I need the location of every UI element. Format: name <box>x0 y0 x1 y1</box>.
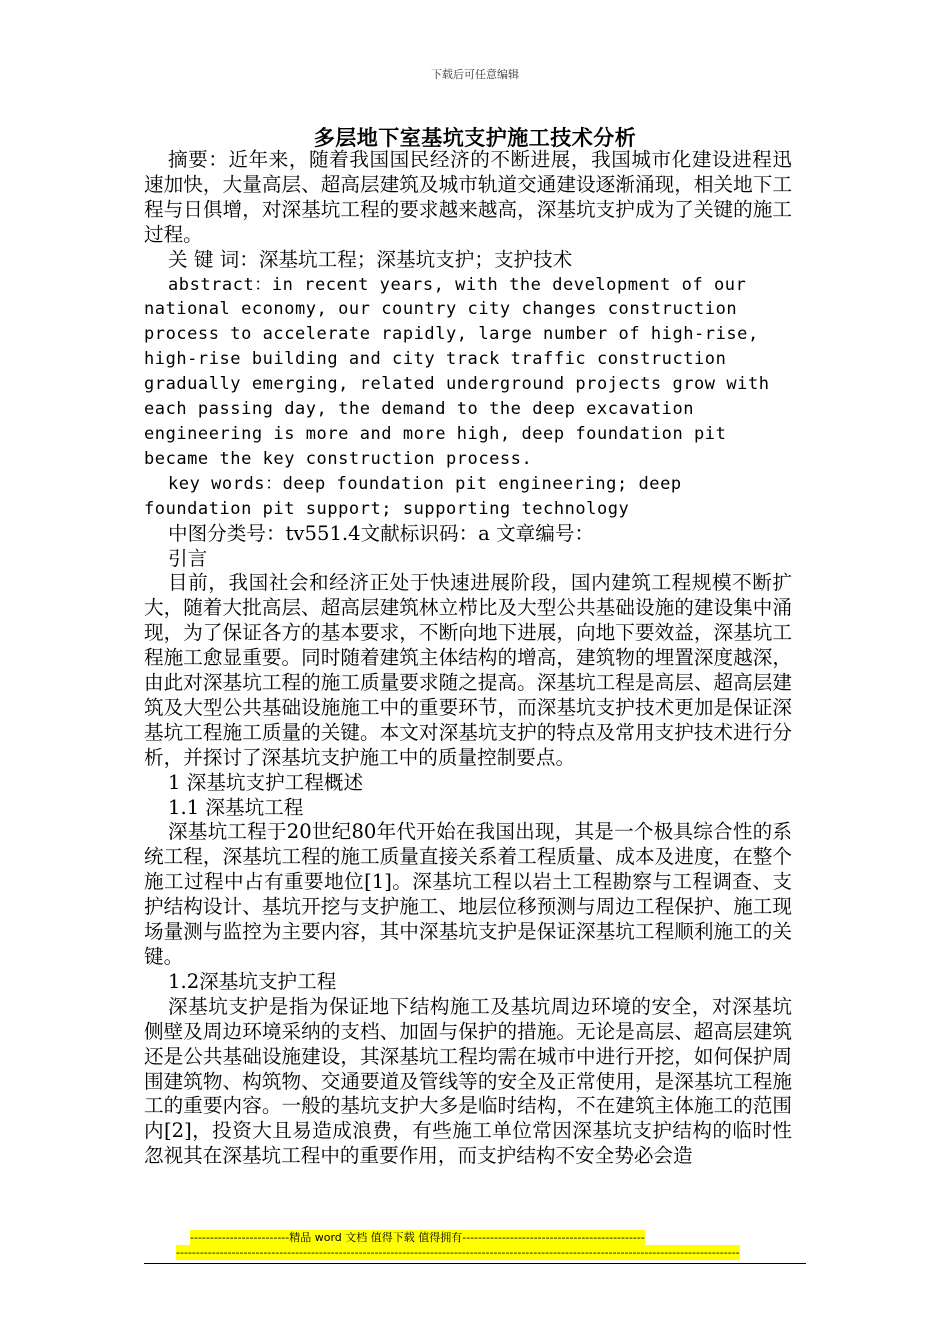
paragraph: 深基坑工程于20世纪80年代开始在我国出现，其是一个极具综合性的系统工程，深基坑工程的施工质量直接关系着工程质量、成本及进度，在整个施工过程中占有重要地位[1]。深基坑工程以岩土工程勘察与工程调查、支护结构设计、基坑开挖与支护施工、地层位移预测与周边工程保护、施工现场量测与监控为主要内容，其中深基坑支护是保证深基坑工程顺利施工的关键。 <box>144 820 792 968</box>
footer-promo-line: -------------------------精品 word 文档 值得下载 值得拥有---------------------------------------------- <box>190 1231 645 1244</box>
paragraph: 摘要：近年来，随着我国国民经济的不断进展，我国城市化建设进程迅速加快，大量高层、超高层建筑及城市轨道交通建设逐渐涌现，相关地下工程与日俱增，对深基坑工程的要求越来越高，深基坑支护成为了关键的施工过程。 <box>144 148 792 246</box>
paragraph: 深基坑支护是指为保证地下结构施工及基坑周边环境的安全，对深基坑侧壁及周边环境采纳的支档、加固与保护的措施。无论是高层、超高层建筑还是公共基础设施建设，其深基坑工程均需在城市中进行开挖，如何保护周围建筑物、构筑物、交通要道及管线等的安全及正常使用，是深基坑工程施工的重要内容。一般的基坑支护大多是临时结构，不在建筑主体施工的范围内[2]，投资大且易造成浪费，有些施工单位常因深基坑支护结构的临时性忽视其在深基坑工程中的重要作用，而支护结构不安全势必会造 <box>144 994 792 1168</box>
paragraph: 1.2深基坑支护工程 <box>168 969 337 993</box>
footer-dash-line: ---------------------------------------------------------------------------------------------------------------------------------------------- <box>176 1246 740 1259</box>
paragraph: 引言 <box>168 546 208 570</box>
document-title: 多层地下室基坑支护施工技术分析 <box>313 125 637 150</box>
paragraph: 中图分类号：tv551.4文献标识码：a 文章编号： <box>168 521 595 545</box>
paragraph: key words：deep foundation pit engineering; deep foundation pit support; supporting technology <box>144 473 682 519</box>
paragraph: 1.1 深基坑工程 <box>168 795 304 819</box>
paragraph: 1 深基坑支护工程概述 <box>168 770 364 794</box>
footer-divider <box>144 1263 806 1264</box>
footer-banner <box>176 1230 776 1260</box>
paragraph: 关 键 词：深基坑工程；深基坑支护；支护技术 <box>168 247 573 271</box>
document-body <box>144 148 792 1169</box>
paragraph: abstract：in recent years, with the development of our national economy, our country city changes construction process to accelerate rapidly, large number of high-rise, high-rise building and city track traffic construction gradually emerging, related underground projects grow with each passing day, the demand to the deep excavation engineering is more and more high, deep foundation pit became the key construction process. <box>144 274 770 469</box>
paragraph: 目前，我国社会和经济正处于快速进展阶段，国内建筑工程规模不断扩大，随着大批高层、超高层建筑林立栉比及大型公共基础设施的建设集中涌现，为了保证各方的基本要求，不断向地下进展，向地下要效益，深基坑工程施工愈显重要。同时随着建筑主体结构的增高，建筑物的埋置深度越深，由此对深基坑工程的施工质量要求随之提高。深基坑工程是高层、超高层建筑及大型公共基础设施施工中的重要环节，而深基坑支护技术更加是保证深基坑工程施工质量的关键。本文对深基坑支护的特点及常用支护技术进行分析，并探讨了深基坑支护施工中的质量控制要点。 <box>144 571 792 769</box>
header-note: 下载后可任意编辑 <box>431 68 519 81</box>
